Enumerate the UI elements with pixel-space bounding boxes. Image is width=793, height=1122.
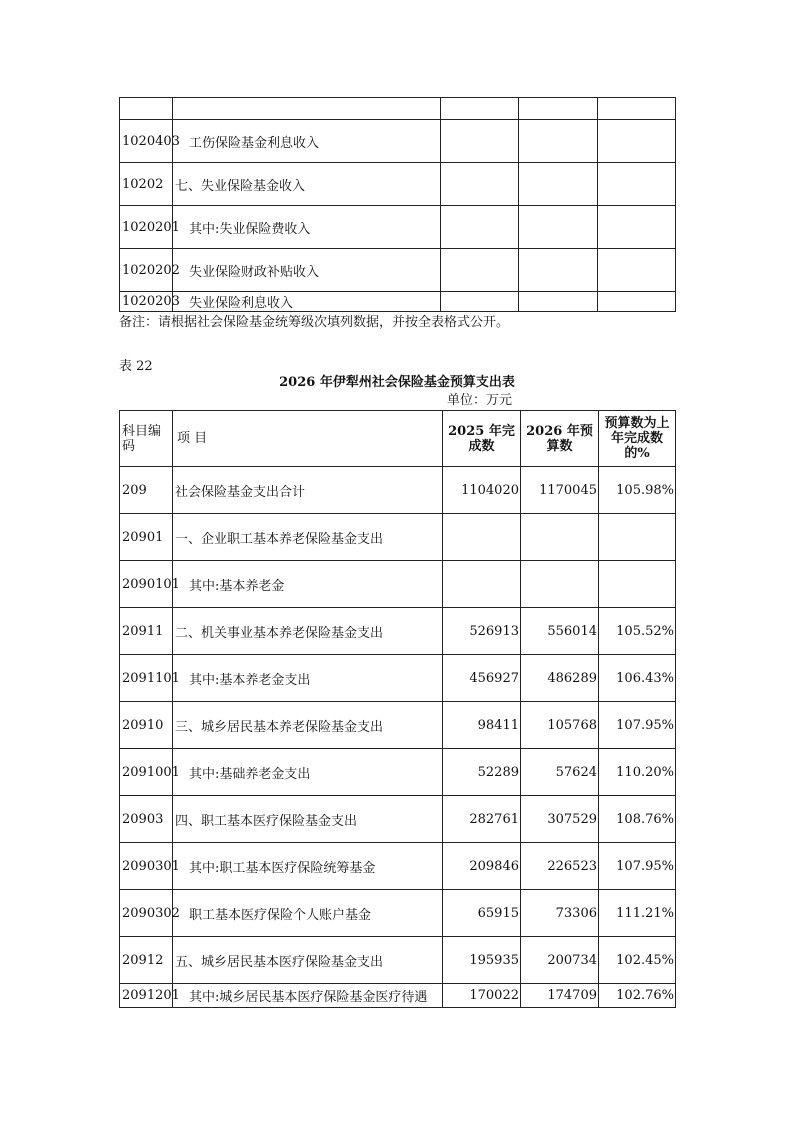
expenditure-table: [119, 410, 676, 1008]
completed-cell: 98411: [443, 702, 521, 749]
item-cell: 其中:城乡居民基本医疗保险基金医疗待遇: [173, 984, 443, 1008]
budget-cell: 1170045: [521, 467, 599, 514]
table-row: [120, 796, 676, 843]
code-cell: 1020403: [120, 120, 173, 163]
code-cell: 2091201: [120, 984, 173, 1008]
budget-cell: 307529: [521, 796, 599, 843]
table-row: [120, 843, 676, 890]
table-row: [120, 163, 676, 206]
table-row: [120, 120, 676, 163]
budget-cell: [519, 98, 598, 120]
ratio-cell: 105.52%: [599, 608, 676, 655]
code-cell: 1020203: [120, 292, 173, 312]
code-cell: 1020201: [120, 206, 173, 249]
code-cell: 2090302: [120, 890, 173, 937]
table-row: [120, 98, 676, 120]
ratio-cell: 102.76%: [599, 984, 676, 1008]
completed-cell: [441, 292, 519, 312]
table-note: 备注：请根据社会保险基金统筹级次填列数据，并按全表格式公开。: [119, 315, 510, 330]
table-row: [120, 655, 676, 702]
table-row: [120, 984, 676, 1008]
item-cell: 一、企业职工基本养老保险基金支出: [173, 514, 443, 561]
code-cell: 2090301: [120, 843, 173, 890]
header-budget-ratio: 预算数为上年完成数的%: [599, 411, 676, 467]
ratio-cell: [599, 561, 676, 608]
item-cell: 职工基本医疗保险个人账户基金: [173, 890, 443, 937]
table-number-label: 表 22: [119, 359, 153, 374]
completed-cell: 195935: [443, 937, 521, 984]
ratio-cell: 107.95%: [599, 843, 676, 890]
item-cell: 其中:职工基本医疗保险统筹基金: [173, 843, 443, 890]
completed-cell: 170022: [443, 984, 521, 1008]
item-cell: 其中:基本养老金: [173, 561, 443, 608]
table-row: [120, 702, 676, 749]
header-row: [120, 411, 676, 467]
header-code: 科目编码: [120, 411, 173, 467]
budget-cell: 486289: [521, 655, 599, 702]
code-cell: 10202: [120, 163, 173, 206]
budget-cell: [521, 561, 599, 608]
budget-cell: 174709: [521, 984, 599, 1008]
table-row: [120, 249, 676, 292]
table-row: [120, 561, 676, 608]
ratio-cell: 106.43%: [599, 655, 676, 702]
budget-cell: 73306: [521, 890, 599, 937]
ratio-cell: 107.95%: [599, 702, 676, 749]
completed-cell: 65915: [443, 890, 521, 937]
table-row: [120, 890, 676, 937]
item-cell: 失业保险财政补贴收入: [173, 249, 441, 292]
item-cell: 其中:失业保险费收入: [173, 206, 441, 249]
code-cell: 2090101: [120, 561, 173, 608]
table-row: [120, 206, 676, 249]
completed-cell: 209846: [443, 843, 521, 890]
ratio-cell: [598, 249, 676, 292]
code-cell: [120, 98, 173, 120]
ratio-cell: [598, 206, 676, 249]
budget-cell: 57624: [521, 749, 599, 796]
budget-cell: [519, 120, 598, 163]
completed-cell: 526913: [443, 608, 521, 655]
item-cell: 四、职工基本医疗保险基金支出: [173, 796, 443, 843]
unit-label: 单位：万元: [447, 393, 513, 408]
completed-cell: [441, 163, 519, 206]
ratio-cell: 102.45%: [599, 937, 676, 984]
table-row: [120, 292, 676, 312]
completed-cell: [441, 98, 519, 120]
ratio-cell: [598, 292, 676, 312]
table-row: [120, 937, 676, 984]
budget-cell: 200734: [521, 937, 599, 984]
item-cell: 二、机关事业基本养老保险基金支出: [173, 608, 443, 655]
code-cell: 2091001: [120, 749, 173, 796]
ratio-cell: [598, 163, 676, 206]
completed-cell: [443, 561, 521, 608]
item-cell: 工伤保险基金利息收入: [173, 120, 441, 163]
item-cell: 社会保险基金支出合计: [173, 467, 443, 514]
code-cell: 20901: [120, 514, 173, 561]
completed-cell: [441, 206, 519, 249]
completed-cell: 282761: [443, 796, 521, 843]
budget-cell: [519, 163, 598, 206]
ratio-cell: 111.21%: [599, 890, 676, 937]
code-cell: 20910: [120, 702, 173, 749]
income-table-continuation: [119, 97, 676, 312]
ratio-cell: [598, 98, 676, 120]
budget-cell: [519, 206, 598, 249]
code-cell: 20903: [120, 796, 173, 843]
budget-cell: [521, 514, 599, 561]
item-cell: 七、失业保险基金收入: [173, 163, 441, 206]
completed-cell: [441, 249, 519, 292]
budget-cell: 556014: [521, 608, 599, 655]
table-row: [120, 467, 676, 514]
item-cell: 五、城乡居民基本医疗保险基金支出: [173, 937, 443, 984]
ratio-cell: [599, 514, 676, 561]
ratio-cell: 110.20%: [599, 749, 676, 796]
ratio-cell: 108.76%: [599, 796, 676, 843]
item-cell: 三、城乡居民基本养老保险基金支出: [173, 702, 443, 749]
header-item: 项 目: [173, 411, 443, 467]
table-row: [120, 608, 676, 655]
table-row: [120, 514, 676, 561]
item-cell: 其中:基础养老金支出: [173, 749, 443, 796]
code-cell: 1020202: [120, 249, 173, 292]
item-cell: 其中:基本养老金支出: [173, 655, 443, 702]
ratio-cell: 105.98%: [599, 467, 676, 514]
code-cell: 20911: [120, 608, 173, 655]
header-2026-budget: 2026 年预算数: [521, 411, 599, 467]
item-cell: 失业保险利息收入: [173, 292, 441, 312]
code-cell: 209: [120, 467, 173, 514]
item-cell: [173, 98, 441, 120]
code-cell: 2091101: [120, 655, 173, 702]
completed-cell: 52289: [443, 749, 521, 796]
code-cell: 20912: [120, 937, 173, 984]
ratio-cell: [598, 120, 676, 163]
completed-cell: [441, 120, 519, 163]
completed-cell: 1104020: [443, 467, 521, 514]
table-row: [120, 749, 676, 796]
completed-cell: 456927: [443, 655, 521, 702]
budget-cell: 105768: [521, 702, 599, 749]
budget-cell: 226523: [521, 843, 599, 890]
table-title: 2026 年伊犁州社会保险基金预算支出表: [279, 375, 515, 390]
budget-cell: [519, 292, 598, 312]
header-2025-completed: 2025 年完成数: [443, 411, 521, 467]
completed-cell: [443, 514, 521, 561]
budget-cell: [519, 249, 598, 292]
